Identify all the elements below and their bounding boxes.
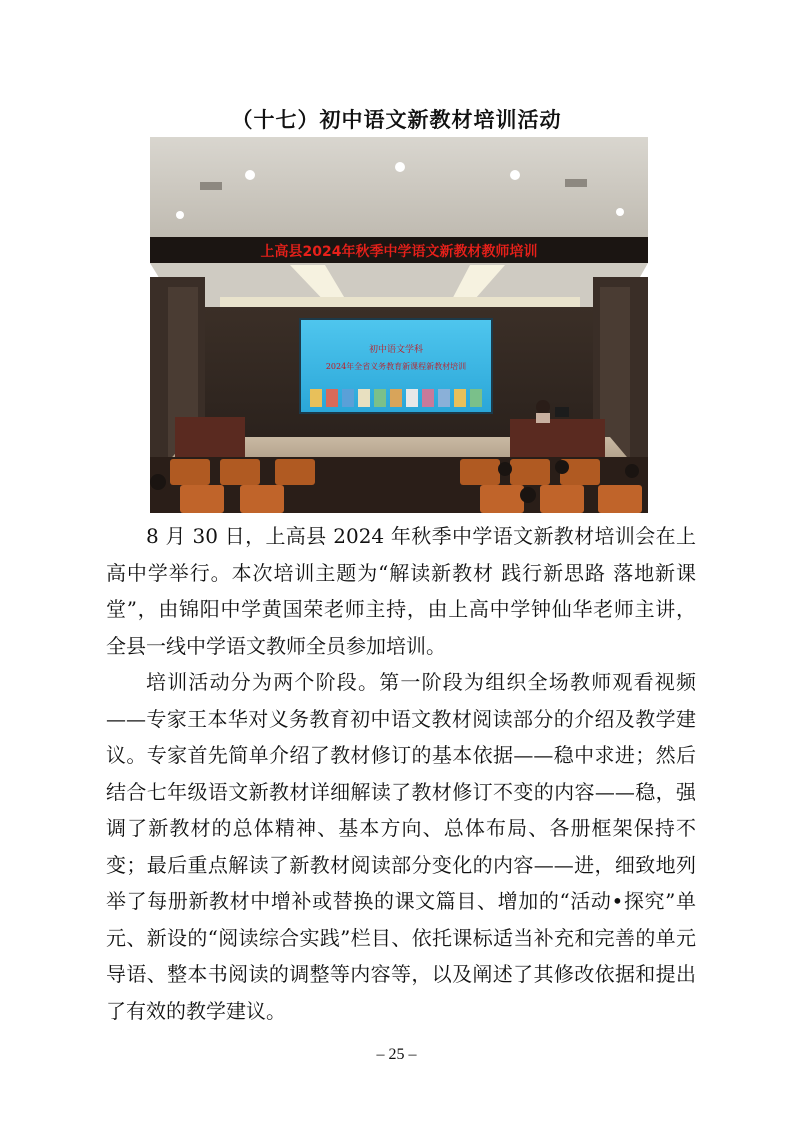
section-title: （十七）初中语文新教材培训活动 — [231, 108, 562, 132]
screen-line-1: 初中语文学科 — [368, 345, 424, 355]
training-photo — [150, 137, 648, 513]
paragraph-2: 培训活动分为两个阶段。第一阶段为组织全场教师观看视频——专家王本华对义务教育初中语文教材阅读部分的介绍及教学建议。专家首先简单介绍了教材修订的基本依据——稳中求进；然后结合七年级语文新教材详细解读了教材修订不变的内容——稳，强调了新教材的总体精神、基本方向、总体布局、各册框架保持不变；最后重点解读了新教材阅读部分变化的内容——进，细致地列举了每册新教材中增补或替换的课文篇目、增加的“活动•探究”单元、新设的“阅读综合实践”栏目、依托课标适当补充和完善的单元导语、整本书阅读的调整等内容等，以及阐述了其修改依据和提出了有效的教学建议。 — [106, 670, 696, 1023]
led-banner-text: 上高县2024年秋季中学语文新教材教师培训 — [260, 244, 538, 260]
paragraph-1: 8 月 30 日，上高县 2024 年秋季中学语文新教材培训会在上高中学举行。本次培训主题为“解读新教材 践行新思路 落地新课堂”，由锦阳中学黄国荣老师主持，由上高中学钟仙华老师主讲，全县一线中学语文教师全员参加培训。 — [106, 524, 696, 658]
screen-line-2: 2024年全省义务教育新课程新教材培训 — [325, 362, 467, 371]
page-number: – 25 – — [376, 1046, 417, 1063]
body-text — [106, 518, 696, 1029]
